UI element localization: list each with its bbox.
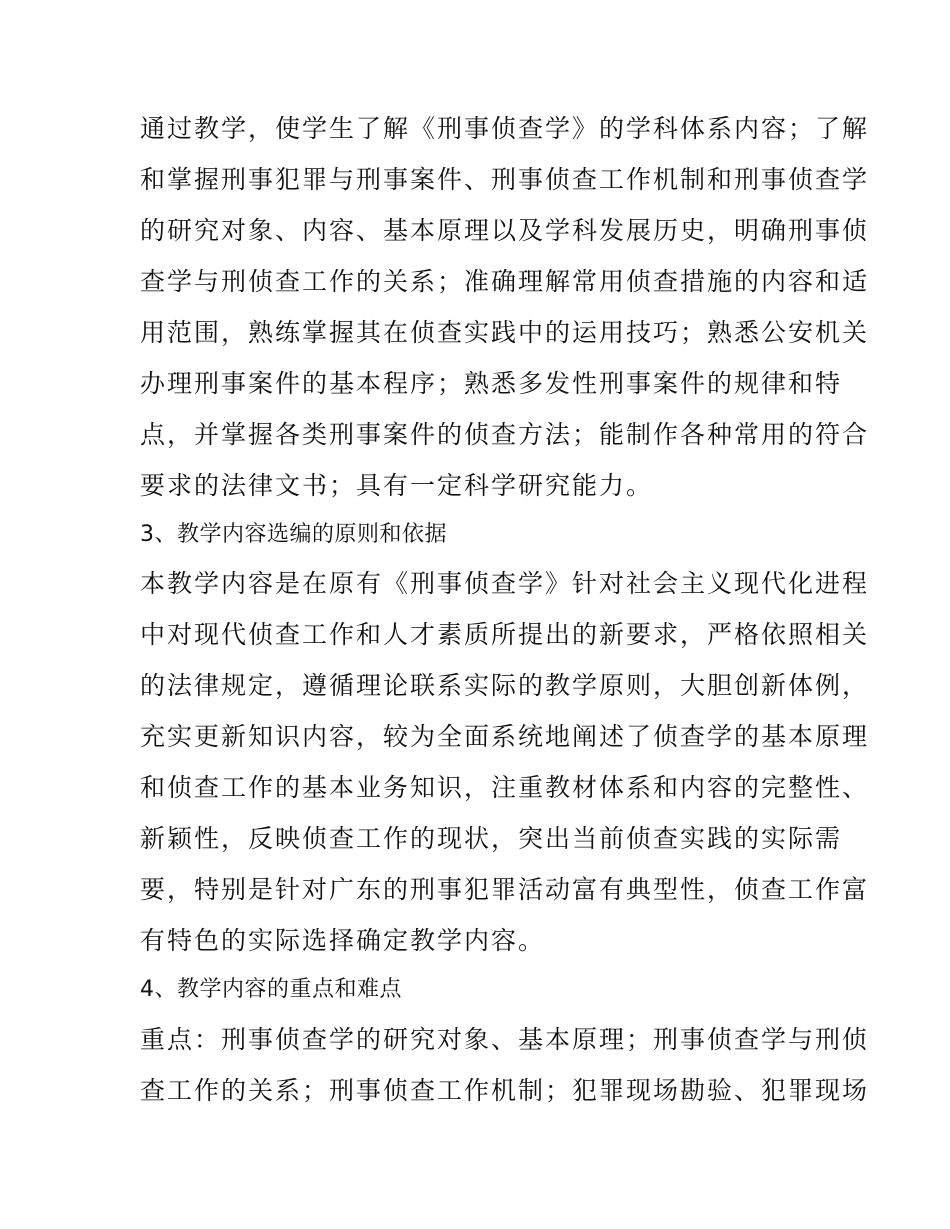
paragraph-line: 和侦查工作的基本业务知识，注重教材体系和内容的完整性、 [140,773,870,802]
paragraph-line: 要，特别是针对广东的刑事犯罪活动富有典型性，侦查工作富 [140,875,870,904]
paragraph-line: 查学与刑侦查工作的关系；准确理解常用侦查措施的内容和适 [140,267,870,296]
paragraph-line: 有特色的实际选择确定教学内容。 [140,926,546,955]
paragraph-line: 中对现代侦查工作和人才素质所提出的新要求，严格依照相关 [140,620,870,649]
section-heading: 3、教学内容选编的原则和依据 [140,522,447,547]
paragraph-line: 用范围，熟练掌握其在侦查实践中的运用技巧；熟悉公安机关 [140,318,870,347]
paragraph-line: 充实更新知识内容，较为全面系统地阐述了侦查学的基本原理 [140,722,870,751]
paragraph-line: 的研究对象、内容、基本原理以及学科发展历史，明确刑事侦 [140,216,870,245]
paragraph-line: 本教学内容是在原有《刑事侦查学》针对社会主义现代化进程 [140,569,870,598]
paragraph-line: 新颖性，反映侦查工作的现状，突出当前侦查实践的实际需 [140,824,843,853]
paragraph-line: 要求的法律文书；具有一定科学研究能力。 [140,471,654,500]
paragraph-line: 查工作的关系；刑事侦查工作机制；犯罪现场勘验、犯罪现场 [140,1076,870,1105]
paragraph-line: 和掌握刑事犯罪与刑事案件、刑事侦查工作机制和刑事侦查学 [140,165,870,194]
paragraph-line: 通过教学，使学生了解《刑事侦查学》的学科体系内容；了解 [140,114,870,143]
paragraph-line: 重点：刑事侦查学的研究对象、基本原理；刑事侦查学与刑侦 [140,1025,870,1054]
paragraph-line: 办理刑事案件的基本程序；熟悉多发性刑事案件的规律和特 [140,369,843,398]
paragraph-line: 的法律规定，遵循理论联系实际的教学原则，大胆创新体例， [140,671,870,700]
section-heading: 4、教学内容的重点和难点 [140,977,402,1002]
paragraph-line: 点，并掌握各类刑事案件的侦查方法；能制作各种常用的符合 [140,420,870,449]
